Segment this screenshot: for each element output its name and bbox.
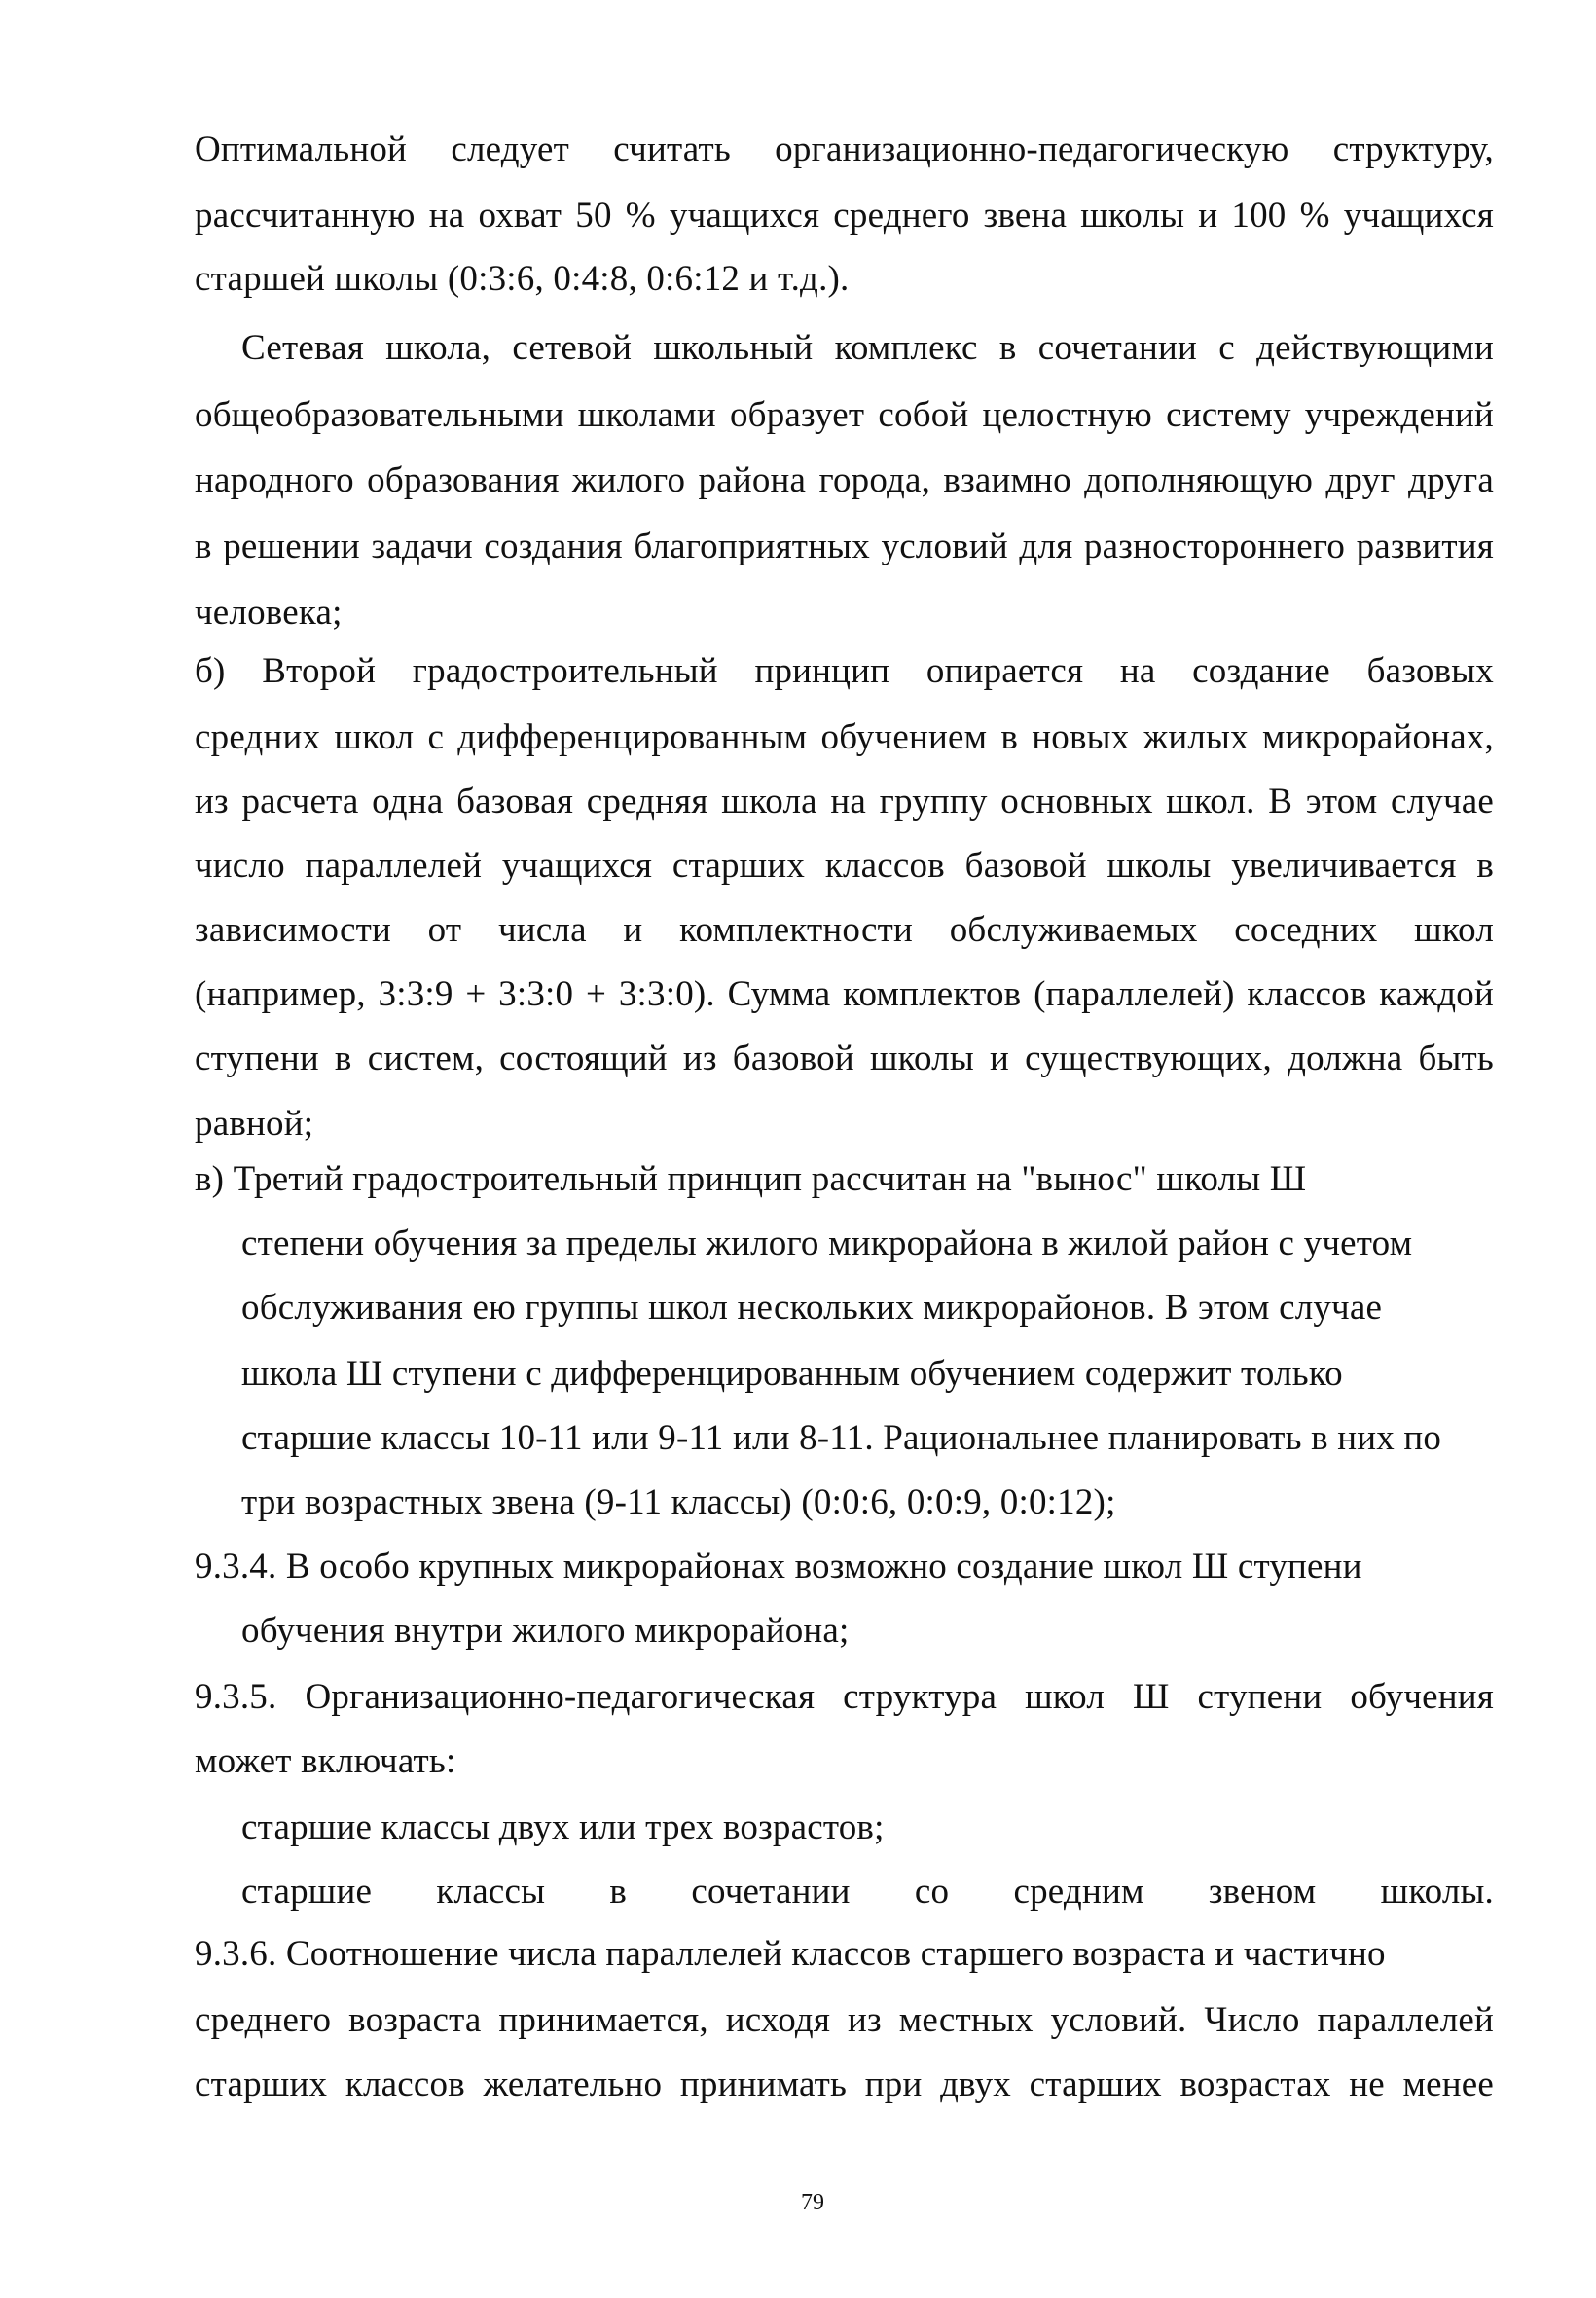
text-line: старшие классы двух или трех возрастов; xyxy=(241,1807,885,1847)
text-line: б) Второй градостроительный принцип опирается на создание базовых xyxy=(195,651,1494,691)
text-line: человека; xyxy=(195,593,343,633)
text-line: обслуживания ею группы школ нескольких микрорайонов. В этом случае xyxy=(241,1288,1383,1328)
text-line: три возрастных звена (9-11 классы) (0:0:6, 0:0:9, 0:0:12); xyxy=(241,1482,1116,1522)
text-line: школа Ш ступени с дифференцированным обучением содержит только xyxy=(241,1354,1343,1394)
text-line: в) Третий градостроительный принцип рассчитан на "вынос" школы Ш xyxy=(195,1159,1307,1199)
text-line: в решении задачи создания благоприятных условий для разностороннего развития xyxy=(195,527,1494,566)
text-line: может включать: xyxy=(195,1741,456,1781)
text-line: из расчета одна базовая средняя школа на группу основных школ. В этом случае xyxy=(195,782,1494,821)
text-line: старшие классы 10-11 или 9-11 или 8-11. Рациональнее планировать в них по xyxy=(241,1418,1442,1458)
text-line: 9.3.6. Соотношение числа параллелей классов старшего возраста и частично xyxy=(195,1934,1386,1974)
text-line: народного образования жилого района города, взаимно дополняющую друг друга xyxy=(195,460,1494,500)
text-line: рассчитанную на охват 50 % учащихся среднего звена школы и 100 % учащихся xyxy=(195,196,1494,236)
text-line: среднего возраста принимается, исходя из местных условий. Число параллелей xyxy=(195,2000,1494,2040)
text-line: 9.3.4. В особо крупных микрорайонах возможно создание школ Ш ступени xyxy=(195,1547,1362,1587)
text-line: равной; xyxy=(195,1104,314,1144)
text-line: старших классов желательно принимать при двух старших возрастах не менее xyxy=(195,2064,1494,2104)
text-line: степени обучения за пределы жилого микрорайона в жилой район с учетом xyxy=(241,1223,1413,1263)
text-line: старшие классы в сочетании со средним звеном школы. xyxy=(241,1872,1494,1912)
text-line: зависимости от числа и комплектности обслуживаемых соседних школ xyxy=(195,910,1494,950)
text-line: общеобразовательными школами образует собой целостную систему учреждений xyxy=(195,395,1494,435)
text-line: средних школ с дифференцированным обучением в новых жилых микрорайонах, xyxy=(195,717,1494,757)
text-line: ступени в систем, состоящий из базовой школы и существующих, должна быть xyxy=(195,1039,1494,1078)
page-number: 79 xyxy=(801,2190,824,2215)
text-line: старшей школы (0:3:6, 0:4:8, 0:6:12 и т.д.). xyxy=(195,259,850,299)
text-line: (например, 3:3:9 + 3:3:0 + 3:3:0). Сумма комплектов (параллелей) классов каждой xyxy=(195,974,1494,1014)
text-line: число параллелей учащихся старших классов базовой школы увеличивается в xyxy=(195,846,1494,886)
text-line: обучения внутри жилого микрорайона; xyxy=(241,1611,850,1651)
text-line: Сетевая школа, сетевой школьный комплекс в сочетании с действующими xyxy=(241,328,1494,368)
text-line: Оптимальной следует считать организационно-педагогическую структуру, xyxy=(195,129,1494,169)
text-line: 9.3.5. Организационно-педагогическая структура школ Ш ступени обучения xyxy=(195,1677,1494,1717)
